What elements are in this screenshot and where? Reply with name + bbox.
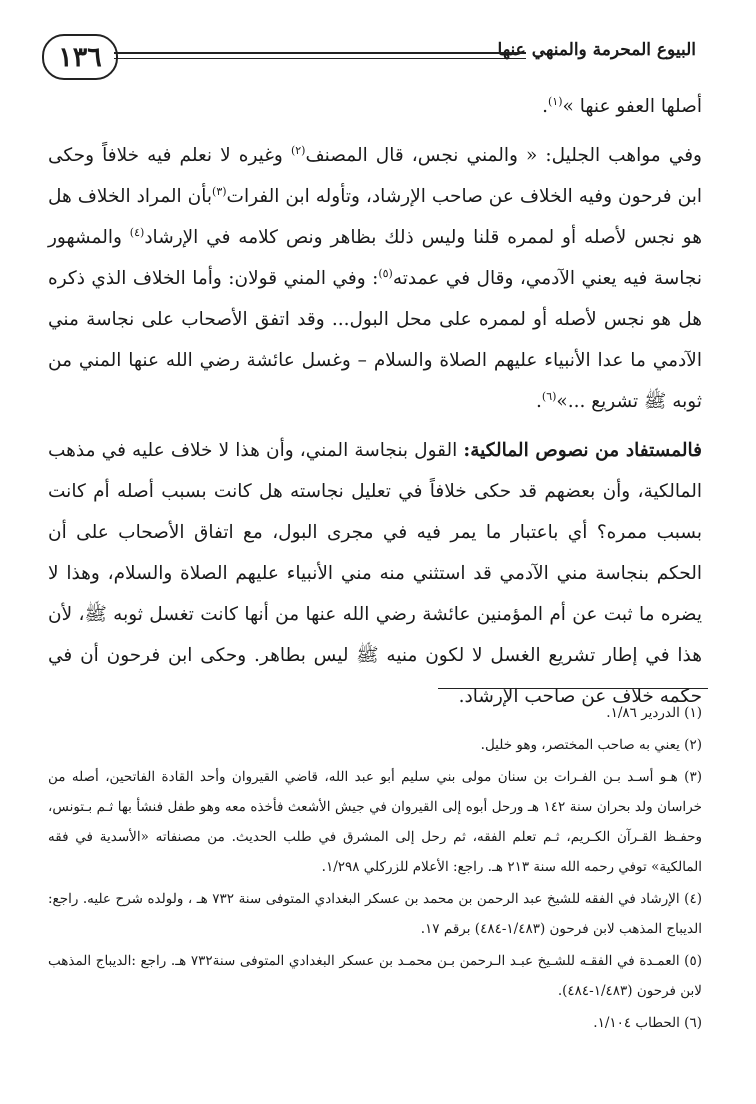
footnote-ref-2[interactable]: (٢) <box>290 143 306 157</box>
footnote-ref-6[interactable]: (٦) <box>541 389 557 403</box>
header-rule <box>114 52 526 54</box>
footnote-ref-1[interactable]: (١) <box>547 94 563 108</box>
running-title: البيوع المحرمة والمنهي عنها <box>497 40 696 60</box>
paragraph-2: وفي مواهب الجليل: « والمني نجس، قال المصنف$^{(٢)}$ وغيره لا نعلم فيه خلافاً وحكى ابن فرحون وفيه الخلاف عن صاحب الإرشاد، وتأوله ابن الفرات$^{(٣)}$بأن المراد الخلاف هل هو نجس لأصله أو لممره قلنا وليس ذلك بظاهر ونص كلامه في الإرشاد$^{(٤)}$ والمشهور نجاسة فيه يعني الآدمي، وقال في عمدته$^{(٥)}$: وفي المني قولان: وأما الخلاف الذي ذكره هل هو نجس لأصله أو لممره على محل البول... وقد اتفق الأصحاب على نجاسة مني الآدمي ما عدا الأنبياء عليهم الصلاة والسلام – وغسل عائشة رضي الله عنها المني من ثوبه ﷺ تشريع ...»$^{(٦)}$. <box>48 143 702 412</box>
paragraph-lead: فالمستفاد من نصوص المالكية: <box>463 440 702 461</box>
paragraph-1: أصلها العفو عنها »$^{(١)}$. <box>542 94 702 117</box>
footnote-2: (٢) يعني به صاحب المختصر، وهو خليل. <box>480 737 702 753</box>
footnote-ref-5[interactable]: (٥) <box>378 266 393 280</box>
footnote-4: (٤) الإرشاد في الفقه للشيخ عبد الرحمن بن محمد بن عسكر البغدادي المتوفى سنة ٧٣٢ هـ ، ولولده شرح عليه. راجع: الديباج المذهب لابن فرحون (١/٤٨٣-٤٨٤) برقم ١٧. <box>48 891 702 937</box>
page-number: ١٣٦ <box>42 34 118 80</box>
footnote-separator <box>438 688 708 689</box>
footnote-ref-3[interactable]: (٣) <box>212 184 227 198</box>
footnote-3: (٣) هـو أسـد بـن الفـرات بن سنان مولى بني سليم أبو عبد الله، قاضي القيروان وأحد القادة الفاتحين، أصله من خراسان ولد بحران سنة ١٤٢ هـ ورحل أبوه إلى القيروان في جيش الأشعث فأخذه معه وهو طفل فنشأ بها ثـم بـتونس، وحفـظ القـرآن الكـريم، ثـم تعلم الفقه، ثم رحل إلى المشرق في طلب الحديث. من مصنفاته «الأسدية في فقه المالكية» توفي رحمه الله سنة ٢١٣ هـ. راجع: الأعلام للزركلي ١/٢٩٨. <box>48 769 702 875</box>
footnote-ref-4[interactable]: (٤) <box>129 225 145 239</box>
footnote-6: (٦) الحطاب ١/١٠٤. <box>593 1015 702 1031</box>
paragraph-3: فالمستفاد من نصوص المالكية: القول بنجاسة المني، وأن هذا لا خلاف عليه في مذهب المالكية، وأن بعضهم قد حكى خلافاً في تعليل نجاسته هل كانت بسبب أصله أم كانت بسبب ممره؟ أي باعتبار ما يمر فيه في مجرى البول، مع اتفاق الأصحاب على أن الحكم بنجاسة مني الآدمي قد استثني منه مني الأنبياء عليهم الصلاة والسلام، وهذا لا يضره ما ثبت عن أم المؤمنين عائشة رضي الله عنها من أنها كانت تغسل ثوبه ﷺ، لأن هذا في إطار تشريع الغسل لا لكون منيه ﷺ ليس بطاهر. وحكى ابن فرحون أن في حكمه خلاف عن صاحب الإرشاد. <box>48 440 702 707</box>
footnote-5: (٥) العمـدة في الفقـه للشـيخ عبـد الـرحمن بـن محمـد بن عسكر البغدادي المتوفى سنة٧٣٢ هـ. راجع :الديباج المذهب لابن فرحون (١/٤٨٣-٤٨٤). <box>48 953 702 999</box>
footnotes <box>48 698 702 1040</box>
page-header <box>42 34 696 90</box>
main-text <box>48 86 702 725</box>
footnote-1: (١) الدردير ١/٨٦. <box>606 705 702 721</box>
header-rule-thin <box>114 58 526 59</box>
